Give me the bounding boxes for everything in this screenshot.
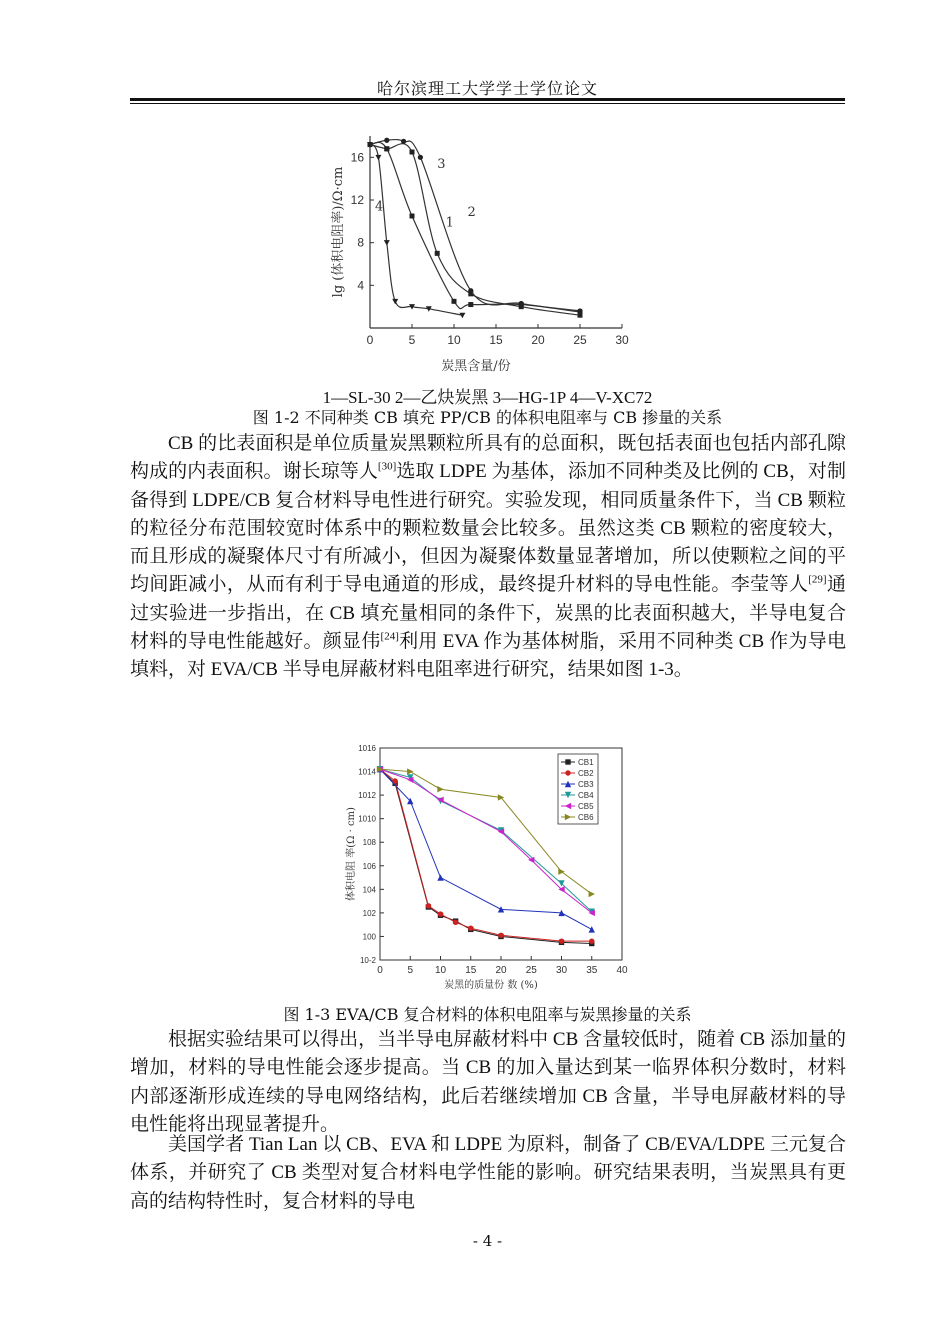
y-tick-label: 1010 (358, 814, 376, 824)
series-cb6-point (437, 786, 443, 792)
header-rule-thin (130, 103, 845, 104)
series-3-label: 3 (437, 157, 446, 172)
series-cb3-point (589, 926, 595, 932)
x-tick-label: 25 (525, 965, 537, 976)
paragraph-1 (130, 430, 846, 685)
y-tick-label: 1012 (358, 791, 376, 801)
paragraph-2: 根据实验结果可以得出，当半导电屏蔽材料中 CB 含量较低时，随着 CB 添加量的增加，材料的导电性能会逐步提高。当 CB 的加入量达到某一临界体积分数时，材料内部逐渐形成连续的导电网络结构，此后若继续增加 CB 含量，半导电屏蔽材料的导电性能将出现显著提升。 (130, 1029, 846, 1135)
series-2-point (410, 150, 415, 155)
x-tick-label: 10 (434, 965, 447, 976)
y-tick-label: 1014 (358, 767, 376, 777)
series-2-line (370, 144, 580, 316)
header-rule-thick (130, 98, 845, 101)
series-cb2-point (438, 911, 443, 916)
y-axis-label: lg (体积电阻率)/Ω·cm (331, 166, 346, 298)
series-cb2-point (453, 920, 458, 925)
citation-29: [29] (808, 574, 827, 587)
x-tick-label: 15 (465, 965, 477, 976)
legend-label-cb1: CB1 (578, 758, 594, 767)
series-4-point (459, 313, 465, 319)
series-4-point (384, 240, 390, 246)
series-3-point (401, 139, 406, 144)
figure-1-2 (330, 128, 650, 378)
series-3-point (384, 138, 389, 143)
series-1-point (452, 299, 457, 304)
figure-1-2-legend: 1—SL-30 2—乙炔炭黑 3—HG-1P 4—V-XC72 (322, 388, 653, 407)
paragraph-1-part-1: CB 的比表面积是单位质量炭黑颗粒所具有的总面积，既包括表面也包括内部孔隙构成的内表面积。谢长琼等人 (130, 433, 846, 483)
series-cb6-point (589, 891, 595, 897)
series-1-label: 1 (445, 215, 454, 231)
y-tick-label: 102 (362, 908, 376, 918)
page-number: - 4 - (472, 1232, 503, 1250)
x-tick-label: 5 (408, 333, 416, 347)
y-axis-label: 体积电阻 率(Ω · cm) (346, 807, 357, 901)
series-3-point (468, 288, 473, 293)
series-4-point (392, 299, 398, 305)
figure-1-3-chart (340, 738, 640, 1000)
series-cb2-point (589, 938, 594, 943)
y-tick-label: 4 (357, 278, 364, 293)
series-1-point (410, 214, 415, 219)
legend-label-cb4: CB4 (578, 791, 594, 800)
x-tick-label: 20 (531, 333, 545, 347)
figure-1-3-caption: 图 1-3 EVA/CB 复合材料的体积电阻率与炭黑掺量的关系 (283, 1005, 692, 1024)
x-tick-label: 0 (377, 965, 383, 976)
x-tick-label: 35 (586, 965, 598, 976)
series-3-line (370, 140, 580, 311)
series-3-point (519, 301, 524, 306)
y-tick-label: 12 (350, 193, 364, 207)
x-tick-label: 5 (407, 965, 414, 976)
x-axis-label: 炭黑的质量份 数 (%) (444, 980, 538, 991)
series-cb2-point (468, 926, 473, 931)
x-tick-label: 0 (366, 333, 374, 347)
y-tick-label: 8 (357, 235, 364, 250)
series-3-point (418, 155, 423, 160)
legend-label-cb6: CB6 (578, 813, 594, 822)
legend-label-cb5: CB5 (578, 802, 594, 811)
series-1-line (370, 142, 580, 312)
y-tick-label: 1016 (358, 744, 376, 753)
series-1-point (468, 302, 473, 307)
figure-1-2-caption: 图 1-2 不同种类 CB 填充 PP/CB 的体积电阻率与 CB 掺量的关系 (252, 408, 723, 427)
x-tick-label: 15 (489, 333, 503, 347)
series-cb2-point (426, 903, 431, 908)
figure-1-2-chart (330, 128, 650, 378)
paragraph-1-part-2: 选取 LDPE 为基体，添加不同种类及比例的 CB，对制备得到 LDPE/CB 复合材料导电性进行研究。实验发现，相同质量条件下，当 CB 颗粒的粒径分布范围较宽时体系中的颗粒数量会比较多。虽然这类 CB 颗粒的密度较大，而且形成的凝聚体尺寸有所减小，但因为凝聚体数量显著增加，所以使颗粒之间的平均间距减小，从而有利于导电通道的形成，最终提升材料的导电性能。李莹等人 (130, 461, 846, 596)
citation-24: [24] (380, 630, 399, 643)
paragraph-3: 美国学者 Tian Lan 以 CB、EVA 和 LDPE 为原料，制备了 CB/EVA/LDPE 三元复合体系，并研究了 CB 类型对复合材料电学性能的影响。研究结果表明，当炭黑具有更高的结构特性时，复合材料的导电 (130, 1134, 846, 1212)
y-tick-label: 108 (362, 838, 376, 848)
series-3-point (577, 308, 582, 313)
series-cb3-point (437, 874, 443, 880)
page-header: 哈尔滨理工大学学士学位论文 (376, 79, 598, 98)
citation-30: [30] (377, 460, 397, 473)
series-cb6-point (407, 768, 413, 774)
x-tick-label: 40 (616, 965, 628, 976)
series-cb2-point (498, 933, 503, 938)
series-2-label: 2 (467, 205, 476, 220)
x-tick-label: 30 (615, 333, 629, 347)
legend-label-cb2: CB2 (578, 769, 594, 778)
series-2-point (384, 146, 389, 151)
paragraph-1-part-4: 利用 EVA 作为基体树脂，采用不同种类 CB 作为导电填料，对 EVA/CB 半导电屏蔽材料电阻率进行研究，结果如图 1-3。 (130, 631, 846, 681)
y-tick-label: 100 (362, 932, 376, 942)
y-tick-label: 106 (362, 861, 376, 871)
series-2-point (435, 251, 440, 256)
paragraph-1-part-3: 通过实验进一步指出，在 CB 填充量相同的条件下，炭黑的比表面积越大，半导电复合材料的导电性能越好。颜显伟 (130, 574, 846, 653)
legend-label-cb3: CB3 (578, 780, 594, 789)
y-tick-label: 10-2 (359, 956, 376, 965)
y-tick-label: 16 (350, 150, 364, 165)
series-cb2-point (559, 938, 564, 943)
figure-1-3 (340, 738, 640, 1000)
x-tick-label: 30 (555, 965, 568, 976)
x-tick-label: 10 (447, 333, 461, 347)
x-axis-label: 炭黑含量/份 (441, 359, 511, 374)
y-tick-label: 104 (362, 885, 376, 895)
legend-marker-cb2 (565, 770, 570, 775)
series-4-point (375, 155, 381, 161)
legend-marker-cb1 (565, 759, 570, 764)
x-tick-label: 20 (495, 965, 507, 976)
series-4-label: 4 (375, 199, 384, 215)
x-tick-label: 25 (573, 333, 587, 347)
